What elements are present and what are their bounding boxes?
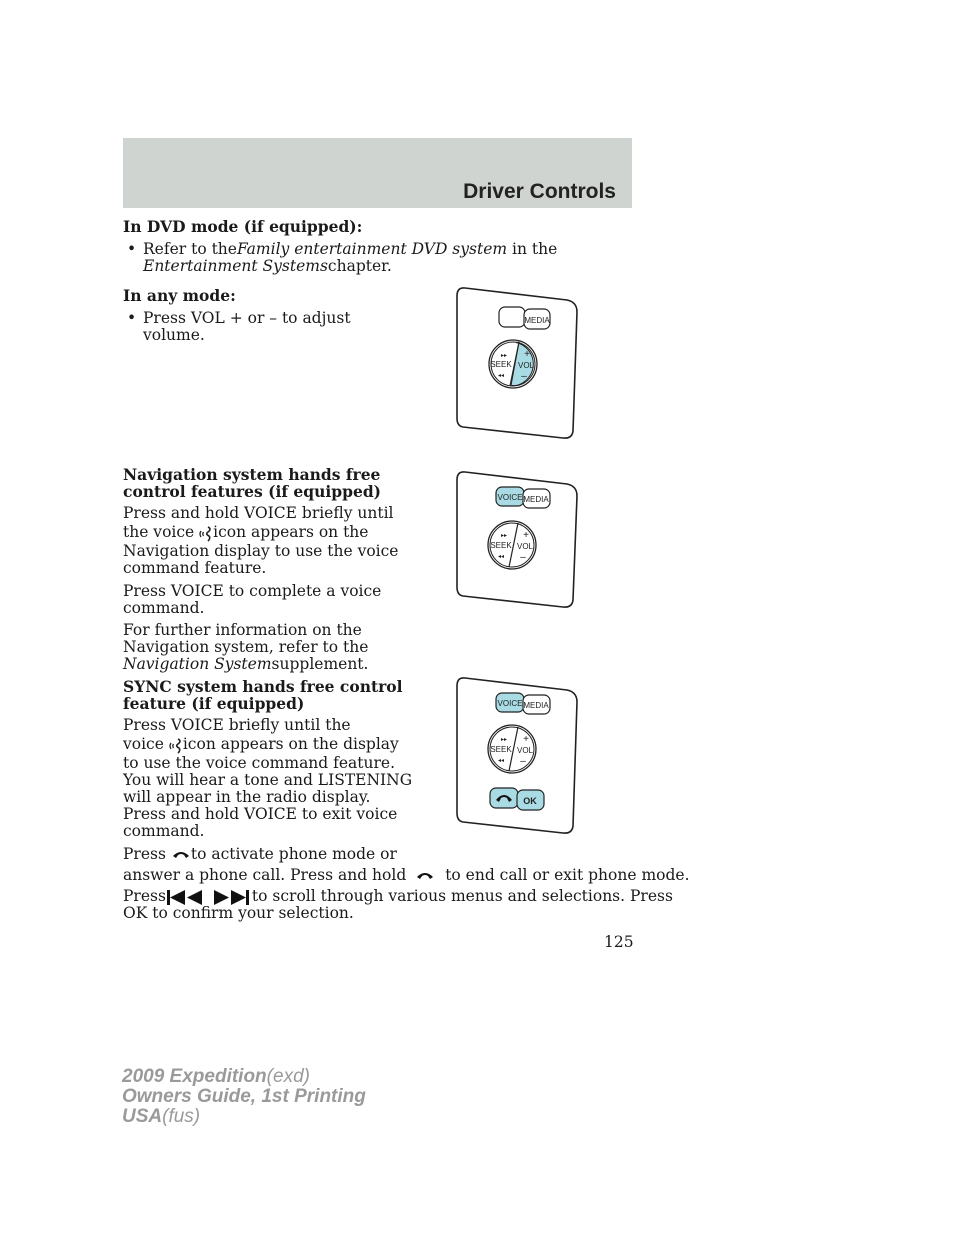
steering-wheel-controls-figure-vol — [455, 286, 580, 441]
sync-p3-line1-pre: Press — [123, 887, 166, 905]
sync-p1-line1: Press VOICE briefly until the — [123, 716, 351, 734]
sync-p1-line2 — [123, 736, 399, 754]
footer-market-code: (fus) — [162, 1106, 201, 1127]
vol-label: VOL — [516, 746, 534, 755]
nav-p1-line1: Press and hold VOICE briefly until — [123, 504, 394, 522]
vol-plus-label: + — [524, 349, 530, 360]
nav-p1-line2-pre: the voice — [123, 523, 195, 541]
footer-line1 — [122, 1067, 310, 1087]
media-label: MEDIA — [523, 701, 549, 710]
sync-p2-line1 — [123, 846, 397, 863]
nav-heading-line1: Navigation system hands free — [123, 465, 381, 484]
sync-p1-line3: to use the voice command feature. — [123, 754, 396, 772]
seek-label: SEEK — [490, 541, 512, 550]
sync-p3-line1-post: to scroll through various menus and selections. Press — [251, 887, 673, 905]
nav-p2-line1: Press VOICE to complete a voice — [123, 582, 382, 600]
sync-p1-line6: Press and hold VOICE to exit voice — [123, 805, 398, 823]
bullet-dot: • — [127, 309, 137, 327]
media-label: MEDIA — [523, 495, 549, 504]
any-mode-bullet-line1: Press VOL + or – to adjust — [143, 309, 351, 327]
vol-label: VOL — [516, 542, 534, 551]
sync-p1-line7: command. — [123, 822, 205, 840]
blank-button — [499, 307, 525, 327]
dvd-bullet-text3: chapter. — [327, 257, 392, 275]
voice-label: VOICE — [497, 493, 523, 502]
seek-label: SEEK — [490, 360, 512, 369]
nav-heading-line2: control features (if equipped) — [123, 482, 381, 501]
svg-text:▸▸: ▸▸ — [500, 353, 508, 359]
any-mode-bullet-line2: volume. — [143, 326, 205, 344]
vol-plus-label: + — [523, 734, 529, 745]
nav-p3-line1: For further information on the — [123, 621, 362, 639]
sync-heading-line1: SYNC system hands free control — [123, 677, 403, 696]
sync-p1-line4: You will hear a tone and LISTENING — [123, 771, 413, 789]
sync-p1-line2-pre: voice — [123, 735, 164, 753]
vol-minus-label: – — [521, 371, 527, 382]
sync-p2-line1-post: to activate phone mode or — [190, 845, 397, 863]
sync-p2-line2-pre: answer a phone call. Press and hold — [123, 866, 407, 884]
nav-p1-line3: Navigation display to use the voice — [123, 542, 399, 560]
footer-market: USA — [122, 1106, 163, 1127]
steering-wheel-controls-figure-voice — [455, 470, 580, 610]
footer-model: 2009 Expedition — [122, 1066, 267, 1087]
phone-button — [490, 788, 518, 808]
voice-icon — [199, 525, 213, 542]
dvd-bullet-italic2: Entertainment Systems — [143, 257, 328, 275]
dvd-bullet-italic: Family entertainment DVD system — [236, 240, 508, 258]
seek-label: SEEK — [490, 745, 512, 754]
sync-p2-line2-post: to end call or exit phone mode. — [445, 866, 690, 884]
vol-minus-label: – — [520, 756, 526, 767]
vol-minus-label: – — [520, 552, 526, 563]
footer-line3 — [122, 1107, 200, 1127]
footer-model-code: (exd) — [266, 1066, 310, 1087]
svg-text:▸▸: ▸▸ — [500, 737, 508, 743]
bullet-dot: • — [127, 240, 137, 258]
seek-back-forward-icon — [166, 889, 252, 906]
sync-p1-line5: will appear in the radio display. — [123, 788, 371, 806]
nav-p3-line2: Navigation system, refer to the — [123, 638, 369, 656]
svg-text:▸▸: ▸▸ — [500, 533, 508, 539]
chapter-title: Driver Controls — [463, 180, 616, 203]
svg-text:◂◂: ◂◂ — [497, 373, 505, 379]
phone-icon — [411, 869, 445, 883]
sync-p2-line1-pre: Press — [123, 845, 166, 863]
nav-p3-line3 — [123, 656, 368, 673]
any-mode-heading: In any mode: — [123, 286, 236, 305]
vol-label: VOL — [517, 361, 535, 370]
dvd-bullet-line1 — [143, 241, 557, 258]
nav-system-italic: Navigation System — [123, 655, 272, 673]
sync-p2-line2 — [123, 867, 690, 884]
svg-text:◂◂: ◂◂ — [497, 554, 505, 560]
voice-label: VOICE — [497, 699, 523, 708]
sync-p1-line2-post: icon appears on the display — [182, 735, 399, 753]
nav-p1-line2-post: icon appears on the — [213, 523, 369, 541]
media-label: MEDIA — [524, 316, 550, 325]
dvd-heading: In DVD mode (if equipped): — [123, 217, 363, 236]
steering-wheel-controls-figure-sync — [455, 676, 580, 836]
sync-heading-line2: feature (if equipped) — [123, 694, 305, 713]
nav-p1-line4: command feature. — [123, 559, 267, 577]
page-number: 125 — [604, 933, 634, 951]
dvd-bullet-line2 — [143, 258, 392, 275]
nav-p3-line3-post: supplement. — [271, 655, 369, 673]
dvd-bullet-text: Refer to the — [143, 240, 237, 258]
footer-printing: Owners Guide, 1st Printing — [122, 1086, 366, 1107]
sync-p3-line2: OK to confirm your selection. — [123, 904, 354, 922]
footer-line2 — [122, 1087, 366, 1107]
ok-label: OK — [523, 796, 537, 806]
nav-p2-line2: command. — [123, 599, 205, 617]
dvd-bullet-text2: in the — [512, 240, 558, 258]
voice-icon — [169, 737, 183, 754]
nav-p1-line2 — [123, 524, 368, 542]
svg-text:◂◂: ◂◂ — [497, 758, 505, 764]
vol-plus-label: + — [523, 530, 529, 541]
chapter-header-band — [123, 138, 632, 208]
phone-icon — [171, 848, 191, 862]
sync-p3-line1 — [123, 888, 673, 906]
